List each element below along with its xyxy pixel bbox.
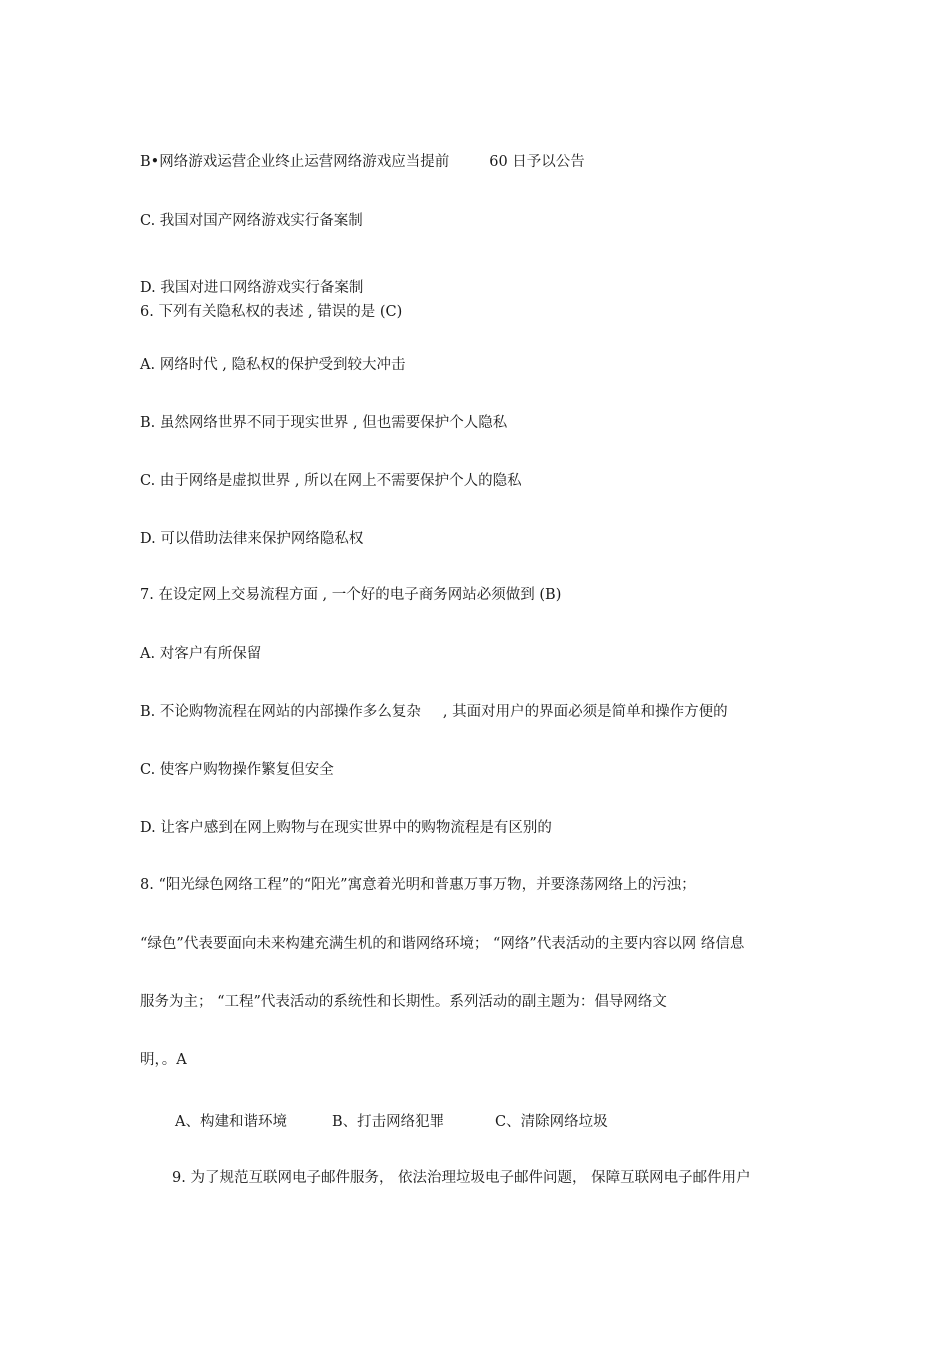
option-5d: D. 我国对进口网络游戏实行备案制 (140, 280, 364, 296)
question-8-line-4: 明，。A (140, 1052, 187, 1068)
option-6d: D. 可以借助法律来保护网络隐私权 (140, 531, 364, 547)
option-6b: B. 虽然网络世界不同于现实世界 , 但也需要保护个人隐私 (140, 415, 508, 431)
question-9: 9. 为了规范互联网电子邮件服务， 依法治理垃圾电子邮件问题， 保障互联网电子邮件用户 (172, 1170, 751, 1186)
option-7b (140, 702, 728, 722)
question-8-line-1: 8. “阳光绿色网络工程”的“阳光”寓意着光明和普惠万事万物，并要涤荡网络上的污浊； (140, 877, 696, 893)
option-5b (140, 152, 585, 172)
option-7b-rest: , 其面对用户的界面必须是简单和操作方便的 (442, 704, 728, 720)
question-8-line-3: 服务为主； “工程”代表活动的系统性和长期性。系列活动的副主题为：倡导网络文 (140, 994, 667, 1010)
option-6c: C. 由于网络是虚拟世界 , 所以在网上不需要保护个人的隐私 (140, 473, 522, 489)
option-7d: D. 让客户感到在网上购物与在现实世界中的购物流程是有区别的 (140, 820, 552, 836)
question-6: 6. 下列有关隐私权的表述 , 错误的是 (C) (140, 304, 403, 320)
question-7: 7. 在设定网上交易流程方面 , 一个好的电子商务网站必须做到 (B) (140, 587, 562, 603)
option-5b-days: 60 日予以公告 (489, 154, 585, 170)
option-5c: C. 我国对国产网络游戏实行备案制 (140, 213, 363, 229)
option-6a: A. 网络时代 , 隐私权的保护受到较大冲击 (140, 357, 406, 373)
option-7a: A. 对客户有所保留 (140, 646, 262, 662)
option-8a: A、构建和谐环境 (175, 1114, 287, 1130)
option-5b-text: B•网络游戏运营企业终止运营网络游戏应当提前 (140, 154, 450, 170)
question-8-line-2: “绿色”代表要面向未来构建充满生机的和谐网络环境； “网络”代表活动的主要内容以网 络信息 (140, 936, 745, 952)
option-7b-text: B. 不论购物流程在网站的内部操作多么复杂 (140, 704, 421, 720)
option-8b: B、打击网络犯罪 (332, 1114, 445, 1130)
option-7c: C. 使客户购物操作繁复但安全 (140, 762, 334, 778)
option-8c: C、清除网络垃圾 (495, 1114, 608, 1130)
